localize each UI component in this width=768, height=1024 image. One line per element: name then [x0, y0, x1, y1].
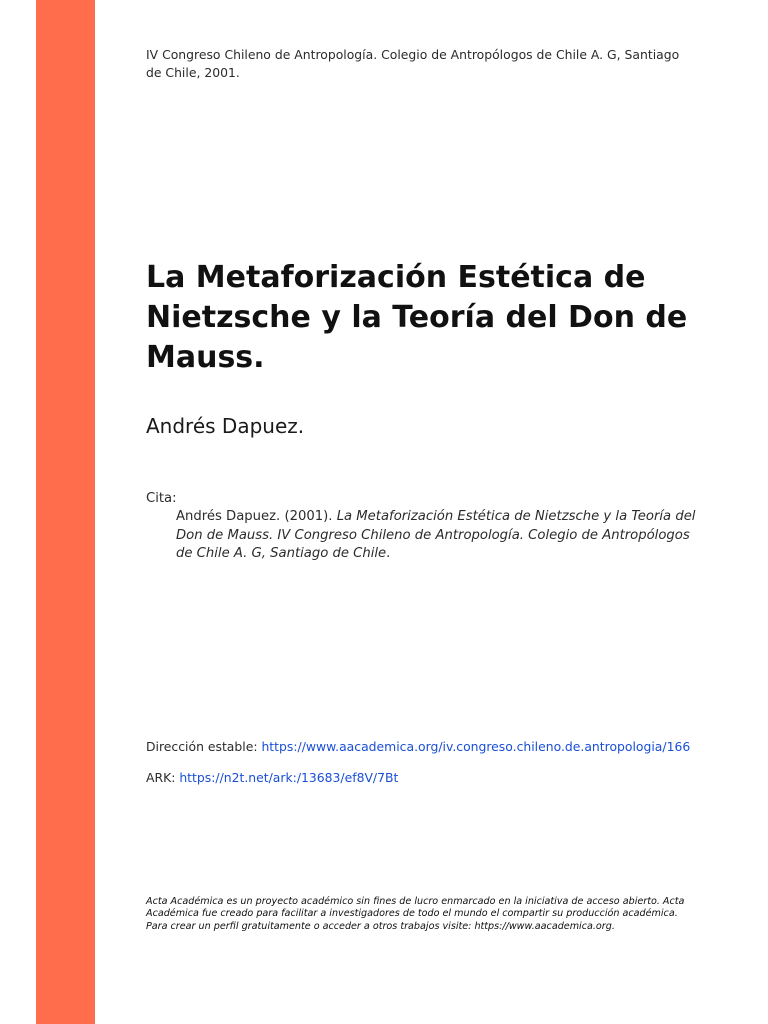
stable-address-label: Dirección estable:	[146, 739, 262, 754]
stable-address-link[interactable]: https://www.aacademica.org/iv.congreso.chileno.de.antropologia/166	[261, 739, 691, 754]
citation-label: Cita:	[146, 491, 177, 506]
ark-link[interactable]: https://n2t.net/ark:/13683/ef8V/7Bt	[179, 770, 399, 785]
ark-label: ARK:	[146, 770, 180, 785]
stable-address-line	[146, 738, 690, 756]
conference-info: IV Congreso Chileno de Antropología. Colegio de Antropólogos de Chile A. G, Santiago de Chile, 2001.	[146, 47, 680, 80]
citation-italic: La Metaforización Estética de Nietzsche y la Teoría del Don de Mauss. IV Congreso Chileno de Antropología. Colegio de Antropólogos de Chile A. G, Santiago de Chile	[176, 509, 696, 561]
citation-suffix: .	[386, 546, 391, 561]
accent-side-band	[36, 0, 95, 1024]
citation-text	[176, 508, 698, 564]
citation-prefix: Andrés Dapuez. (2001).	[176, 509, 337, 524]
document-title: La Metaforización Estética de Nietzsche y la Teoría del Don de Mauss.	[146, 260, 688, 375]
author-name: Andrés Dapuez.	[146, 414, 305, 438]
ark-line	[146, 769, 398, 787]
footer-note: Acta Académica es un proyecto académico sin fines de lucro enmarcado en la iniciativa de acceso abierto. Acta Académica fue creado para facilitar a investigadores de todo el mundo el compartir su producción académica. Para crear un perfil gratuitamente o acceder a otros trabajos visite: https://www.aacademica.org.	[146, 896, 685, 932]
